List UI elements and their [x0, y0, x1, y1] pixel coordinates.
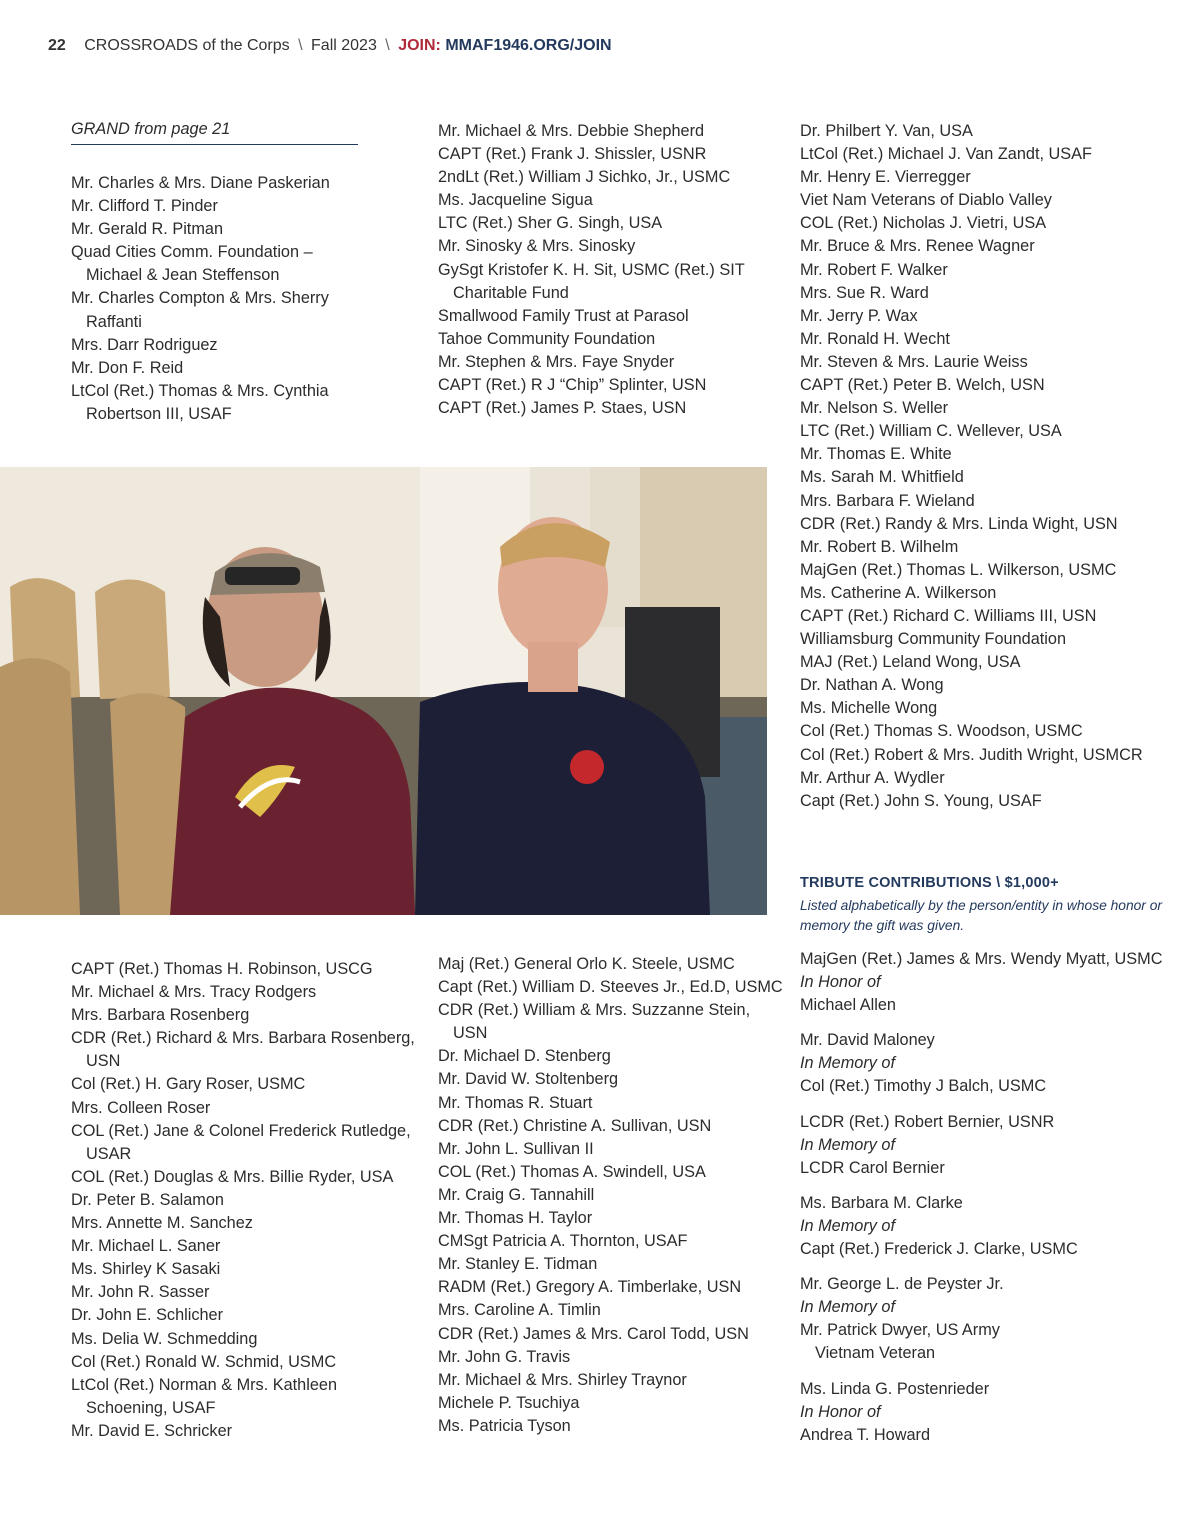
donor-entry: Mr. Gerald R. Pitman	[71, 220, 224, 239]
donor-entry: Col (Ret.) Thomas S. Woodson, USMC	[800, 722, 1083, 741]
tribute-relation: In Memory of	[800, 1298, 896, 1317]
tribute-item	[800, 1273, 1170, 1365]
donor-entry: Ms. Delia W. Schmedding	[71, 1329, 258, 1348]
donor-entry: LtCol (Ret.) Thomas & Mrs. Cynthia Robertson III, USAF	[71, 381, 329, 423]
donor-list-column-2	[438, 120, 788, 420]
donor-entry: Mr. Michael & Mrs. Tracy Rodgers	[71, 983, 317, 1002]
donor-entry: CAPT (Ret.) Frank J. Shissler, USNR	[438, 145, 707, 164]
donor-entry: Mr. John R. Sasser	[71, 1283, 210, 1302]
donor-entry: LtCol (Ret.) Michael J. Van Zandt, USAF	[800, 145, 1092, 164]
tribute-honoree-note: Vietnam Veteran	[815, 1344, 936, 1363]
donor-entry: Ms. Michelle Wong	[800, 699, 938, 718]
donor-list-column-3	[800, 120, 1160, 813]
donor-entry: Ms. Sarah M. Whitfield	[800, 468, 964, 487]
donor-entry: Mr. John G. Travis	[438, 1347, 571, 1366]
donor-entry: Mr. Charles & Mrs. Diane Paskerian	[71, 174, 330, 192]
donor-entry: CDR (Ret.) William & Mrs. Suzzanne Stein, USN	[438, 1001, 751, 1043]
join-link[interactable]: MMAF1946.ORG/JOIN	[445, 37, 612, 54]
donor-entry: CAPT (Ret.) Peter B. Welch, USN	[800, 376, 1045, 395]
donor-entry: Mr. Nelson S. Weller	[800, 399, 949, 418]
tribute-honoree: LCDR Carol Bernier	[800, 1158, 945, 1177]
tribute-donor: Ms. Barbara M. Clarke	[800, 1193, 963, 1212]
donor-entry: Mr. Thomas H. Taylor	[438, 1209, 593, 1228]
donor-entry: COL (Ret.) Thomas A. Swindell, USA	[438, 1162, 706, 1181]
donor-entry: Mr. Bruce & Mrs. Renee Wagner	[800, 237, 1035, 256]
donor-entry: CDR (Ret.) Christine A. Sullivan, USN	[438, 1116, 712, 1135]
donor-entry: COL (Ret.) Douglas & Mrs. Billie Ryder, USA	[71, 1167, 394, 1186]
donor-entry: Mr. Steven & Mrs. Laurie Weiss	[800, 352, 1028, 371]
donor-entry: Ms. Shirley K Sasaki	[71, 1260, 221, 1279]
header-separator: \	[298, 37, 303, 54]
tribute-donor: Ms. Linda G. Postenrieder	[800, 1379, 990, 1398]
donor-entry: Mr. Don F. Reid	[71, 358, 184, 377]
tribute-honoree: Mr. Patrick Dwyer, US Army	[800, 1321, 1000, 1340]
tribute-honoree: Col (Ret.) Timothy J Balch, USMC	[800, 1077, 1047, 1096]
page-number: 22	[48, 37, 66, 54]
join-label: JOIN:	[398, 37, 441, 54]
tribute-donor: Mr. George L. de Peyster Jr.	[800, 1275, 1004, 1294]
tribute-relation: In Honor of	[800, 1402, 881, 1421]
donor-entry: Dr. Philbert Y. Van, USA	[800, 122, 973, 140]
donor-entry: Capt (Ret.) William D. Steeves Jr., Ed.D, USMC	[438, 978, 783, 997]
tribute-donor: MajGen (Ret.) James & Mrs. Wendy Myatt, USMC	[800, 950, 1163, 968]
donor-entry: Mr. Jerry P. Wax	[800, 306, 918, 325]
donor-entry: Michele P. Tsuchiya	[438, 1393, 580, 1412]
donor-entry: LtCol (Ret.) Norman & Mrs. Kathleen Schoening, USAF	[71, 1375, 338, 1417]
photo-illustration	[0, 467, 767, 915]
donor-entry: Mr. Robert F. Walker	[800, 260, 948, 279]
donor-entry: CAPT (Ret.) R J “Chip” Splinter, USN	[438, 376, 707, 395]
donor-entry: Mr. Robert B. Wilhelm	[800, 537, 959, 556]
donor-entry: Mr. Michael & Mrs. Debbie Shepherd	[438, 122, 705, 140]
photo-two-young-men	[0, 467, 767, 915]
donor-entry: CDR (Ret.) James & Mrs. Carol Todd, USN	[438, 1324, 749, 1343]
tribute-donor: LCDR (Ret.) Robert Bernier, USNR	[800, 1112, 1055, 1131]
donor-entry: Mr. Sinosky & Mrs. Sinosky	[438, 237, 636, 256]
donor-list-column-1	[71, 172, 371, 426]
donor-entry: Mr. Charles Compton & Mrs. Sherry Raffanti	[71, 289, 329, 331]
donor-list-column-4	[71, 958, 421, 1443]
donor-entry: Dr. Michael D. Stenberg	[438, 1047, 611, 1066]
donor-entry: Mrs. Annette M. Sanchez	[71, 1214, 253, 1233]
donor-entry: Ms. Catherine A. Wilkerson	[800, 583, 997, 602]
donor-entry: Dr. John E. Schlicher	[71, 1306, 224, 1325]
donor-entry: Mrs. Barbara Rosenberg	[71, 1006, 250, 1025]
tribute-honoree: Andrea T. Howard	[800, 1425, 931, 1444]
donor-entry: COL (Ret.) Nicholas J. Vietri, USA	[800, 214, 1047, 233]
issue-label: Fall 2023	[311, 37, 377, 54]
donor-entry: Tahoe Community Foundation	[438, 329, 656, 348]
donor-entry: Quad Cities Comm. Foundation – Michael & Jean Steffenson	[71, 243, 313, 285]
donor-entry: CAPT (Ret.) James P. Staes, USN	[438, 399, 687, 418]
donor-entry: CMSgt Patricia A. Thornton, USAF	[438, 1232, 688, 1251]
donor-entry: Mrs. Barbara F. Wieland	[800, 491, 975, 510]
publication-title: CROSSROADS of the Corps	[84, 37, 290, 54]
donor-entry: Mr. Michael L. Saner	[71, 1237, 221, 1256]
donor-entry: CAPT (Ret.) Thomas H. Robinson, USCG	[71, 960, 373, 978]
donor-entry: Mr. Ronald H. Wecht	[800, 329, 950, 348]
section-heading: GRAND from page 21	[71, 120, 358, 145]
donor-entry: Mr. David E. Schricker	[71, 1421, 233, 1440]
tribute-donor: Mr. David Maloney	[800, 1031, 935, 1050]
donor-entry: Col (Ret.) Ronald W. Schmid, USMC	[71, 1352, 337, 1371]
tribute-item	[800, 1192, 1170, 1261]
tribute-item	[800, 1029, 1170, 1098]
tribute-relation: In Memory of	[800, 1054, 896, 1073]
running-header	[48, 37, 612, 59]
donor-entry: Williamsburg Community Foundation	[800, 630, 1067, 649]
donor-entry: Mr. Thomas R. Stuart	[438, 1093, 593, 1112]
header-separator: \	[385, 37, 390, 54]
tribute-item	[800, 1111, 1170, 1180]
donor-entry: Mrs. Colleen Roser	[71, 1098, 211, 1117]
donor-entry: Mr. Stephen & Mrs. Faye Snyder	[438, 352, 675, 371]
donor-entry: Col (Ret.) Robert & Mrs. Judith Wright, USMCR	[800, 745, 1143, 764]
tribute-item	[800, 948, 1170, 1017]
donor-entry: Viet Nam Veterans of Diablo Valley	[800, 191, 1052, 210]
tribute-relation: In Memory of	[800, 1216, 896, 1235]
donor-entry: Ms. Patricia Tyson	[438, 1416, 571, 1435]
donor-entry: Dr. Peter B. Salamon	[71, 1190, 224, 1209]
donor-entry: Mr. John L. Sullivan II	[438, 1139, 594, 1158]
tribute-relation: In Honor of	[800, 973, 881, 992]
donor-entry: Smallwood Family Trust at Parasol	[438, 306, 689, 325]
donor-entry: LTC (Ret.) Sher G. Singh, USA	[438, 214, 663, 233]
tribute-contributions-section	[800, 875, 1170, 1459]
tribute-list	[800, 948, 1170, 1447]
tribute-relation: In Memory of	[800, 1135, 896, 1154]
donor-entry: Mr. Stanley E. Tidman	[438, 1255, 598, 1274]
tribute-item	[800, 1378, 1170, 1447]
donor-entry: Mr. Craig G. Tannahill	[438, 1185, 595, 1204]
donor-entry: RADM (Ret.) Gregory A. Timberlake, USN	[438, 1278, 742, 1297]
donor-entry: Maj (Ret.) General Orlo K. Steele, USMC	[438, 955, 735, 973]
tribute-honoree: Capt (Ret.) Frederick J. Clarke, USMC	[800, 1240, 1078, 1259]
donor-entry: CAPT (Ret.) Richard C. Williams III, USN	[800, 606, 1097, 625]
donor-entry: Mr. Michael & Mrs. Shirley Traynor	[438, 1370, 687, 1389]
donor-entry: MAJ (Ret.) Leland Wong, USA	[800, 653, 1021, 672]
donor-entry: Mr. Arthur A. Wydler	[800, 768, 945, 787]
donor-list-column-5	[438, 953, 788, 1438]
donor-entry: LTC (Ret.) William C. Wellever, USA	[800, 422, 1062, 441]
donor-entry: Dr. Nathan A. Wong	[800, 676, 944, 695]
donor-entry: Col (Ret.) H. Gary Roser, USMC	[71, 1075, 306, 1094]
donor-entry: Mr. Clifford T. Pinder	[71, 197, 218, 216]
donor-entry: MajGen (Ret.) Thomas L. Wilkerson, USMC	[800, 560, 1117, 579]
donor-entry: GySgt Kristofer K. H. Sit, USMC (Ret.) SIT Charitable Fund	[438, 260, 745, 302]
donor-entry: Ms. Jacqueline Sigua	[438, 191, 593, 210]
donor-entry: 2ndLt (Ret.) William J Sichko, Jr., USMC	[438, 168, 731, 187]
donor-entry: COL (Ret.) Jane & Colonel Frederick Rutledge, USAR	[71, 1121, 411, 1163]
donor-entry: CDR (Ret.) Randy & Mrs. Linda Wight, USN	[800, 514, 1118, 533]
tribute-heading: TRIBUTE CONTRIBUTIONS \ $1,000+	[800, 875, 1059, 891]
tribute-honoree: Michael Allen	[800, 996, 896, 1015]
donor-entry: Mr. David W. Stoltenberg	[438, 1070, 619, 1089]
donor-entry: Mr. Henry E. Vierregger	[800, 168, 971, 187]
donor-entry: Mrs. Darr Rodriguez	[71, 335, 218, 354]
donor-entry: CDR (Ret.) Richard & Mrs. Barbara Rosenberg, USN	[71, 1029, 415, 1071]
donor-entry: Mrs. Sue R. Ward	[800, 283, 929, 302]
donor-entry: Mrs. Caroline A. Timlin	[438, 1301, 601, 1320]
donor-entry: Mr. Thomas E. White	[800, 445, 952, 464]
donor-entry: Capt (Ret.) John S. Young, USAF	[800, 791, 1042, 810]
tribute-subheading: Listed alphabetically by the person/entity in whose honor or memory the gift was given.	[800, 898, 1163, 933]
